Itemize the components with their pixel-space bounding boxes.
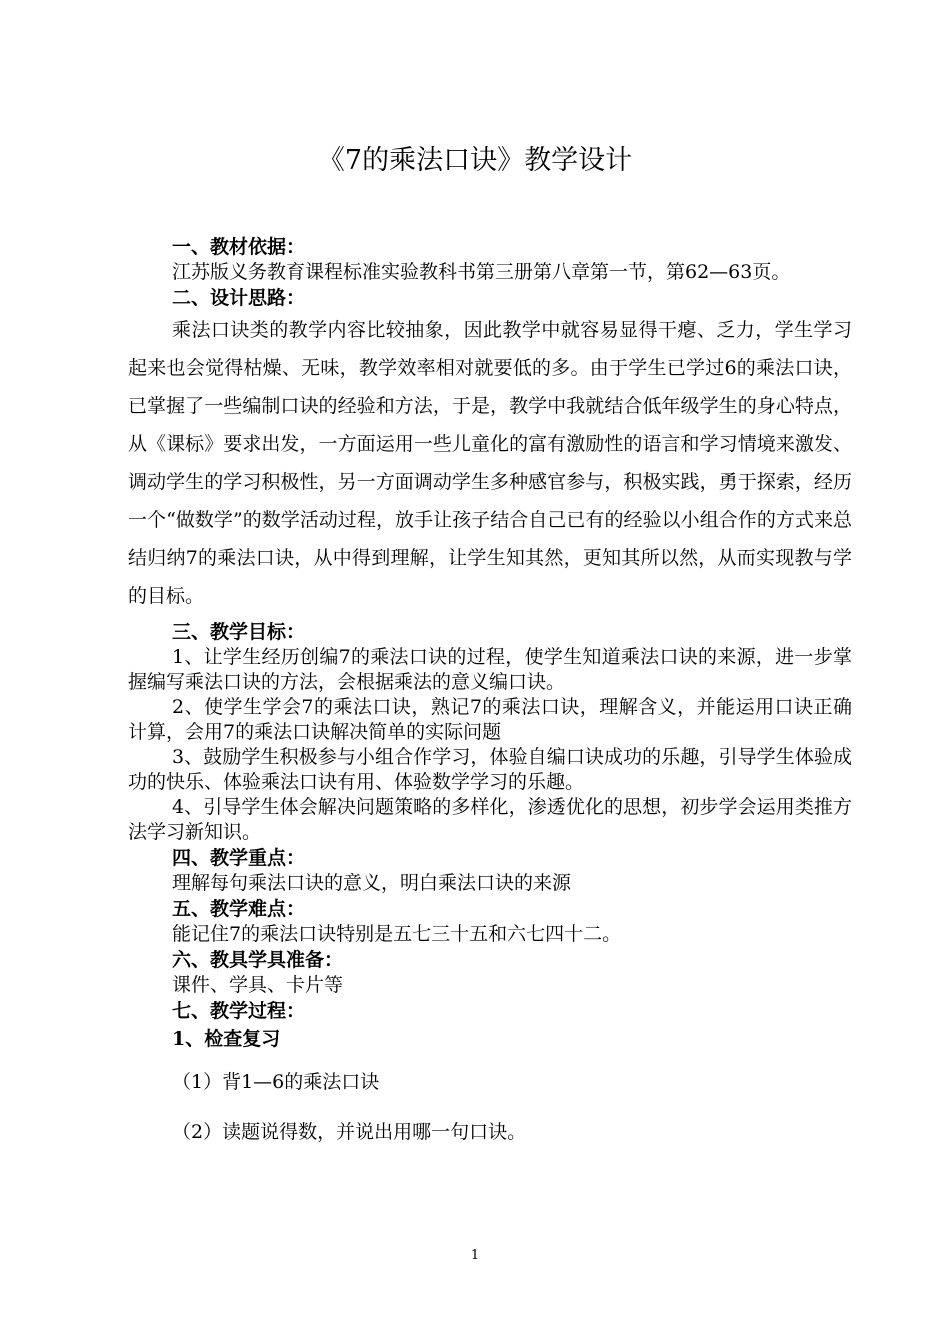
section-text-design-idea: 乘法口诀类的教学内容比较抽象，因此教学中就容易显得干瘪、乏力，学生学习起来也会觉得枯燥、无味，教学效率相对就要低的多。由于学生已学过6的乘法口诀，已掌握了一些编制口诀的经验和方法，于是，教学中我就结合低年级学生的身心特点，从《课标》要求出发，一方面运用一些儿童化的富有激励性的语言和学习情境来激发、调动学生的学习积极性，另一方面调动学生多种感官参与，积极实践，勇于探索，经历一个“做数学”的数学活动过程，放手让孩子结合自己已有的经验以小组合作的方式来总结归纳7的乘法口诀，从中得到理解，让学生知其然，更知其所以然，从而实现教与学的目标。 bbox=[128, 319, 852, 607]
goal-item: 3、鼓励学生积极参与小组合作学习，体验自编口诀成功的乐趣，引导学生体验成功的快乐、体验乘法口诀有用、体验数学学习的乐趣。 bbox=[128, 746, 852, 793]
section-heading-difficulty: 五、教学难点： bbox=[172, 898, 306, 920]
section-text-key-point: 理解每句乘法口诀的意义，明白乘法口诀的来源 bbox=[172, 872, 572, 894]
section-heading-process: 七、教学过程： bbox=[172, 1000, 306, 1022]
section-heading-key-point: 四、教学重点： bbox=[172, 847, 306, 869]
process-step: （1）背1—6的乘法口诀 bbox=[172, 1071, 380, 1093]
goal-item: 2、使学生学会7的乘法口诀，熟记7的乘法口诀，理解含义，并能运用口诀正确计算，会用7的乘法口诀解决简单的实际问题 bbox=[128, 696, 852, 743]
section-text-materials: 课件、学具、卡片等 bbox=[172, 974, 344, 996]
document-body bbox=[128, 234, 852, 1146]
process-step: （2）读题说得数，并说出用哪一句口诀。 bbox=[172, 1121, 527, 1143]
section-heading-goals: 三、教学目标： bbox=[172, 621, 306, 643]
goal-item: 4、引导学生体会解决问题策略的多样化，渗透优化的思想，初步学会运用类推方法学习新知识。 bbox=[128, 796, 852, 843]
section-heading-design-idea: 二、设计思路： bbox=[172, 287, 306, 309]
document-title: 《7的乘法口诀》教学设计 bbox=[317, 145, 633, 176]
section-heading-basis: 一、教材依据： bbox=[172, 236, 306, 258]
section-text-basis: 江苏版义务教育课程标准实验教科书第三册第八章第一节，第62—63页。 bbox=[172, 261, 791, 283]
goal-item: 1、让学生经历创编7的乘法口诀的过程，使学生知道乘法口诀的来源，进一步掌握编写乘法口诀的方法，会根据乘法的意义编口诀。 bbox=[128, 646, 852, 693]
process-subheading-review: 1、检查复习 bbox=[172, 1028, 281, 1050]
section-heading-materials: 六、教具学具准备： bbox=[172, 949, 344, 971]
page-number: 1 bbox=[470, 1248, 480, 1263]
section-text-difficulty: 能记住7的乘法口诀特别是五七三十五和六七四十二。 bbox=[172, 923, 622, 945]
